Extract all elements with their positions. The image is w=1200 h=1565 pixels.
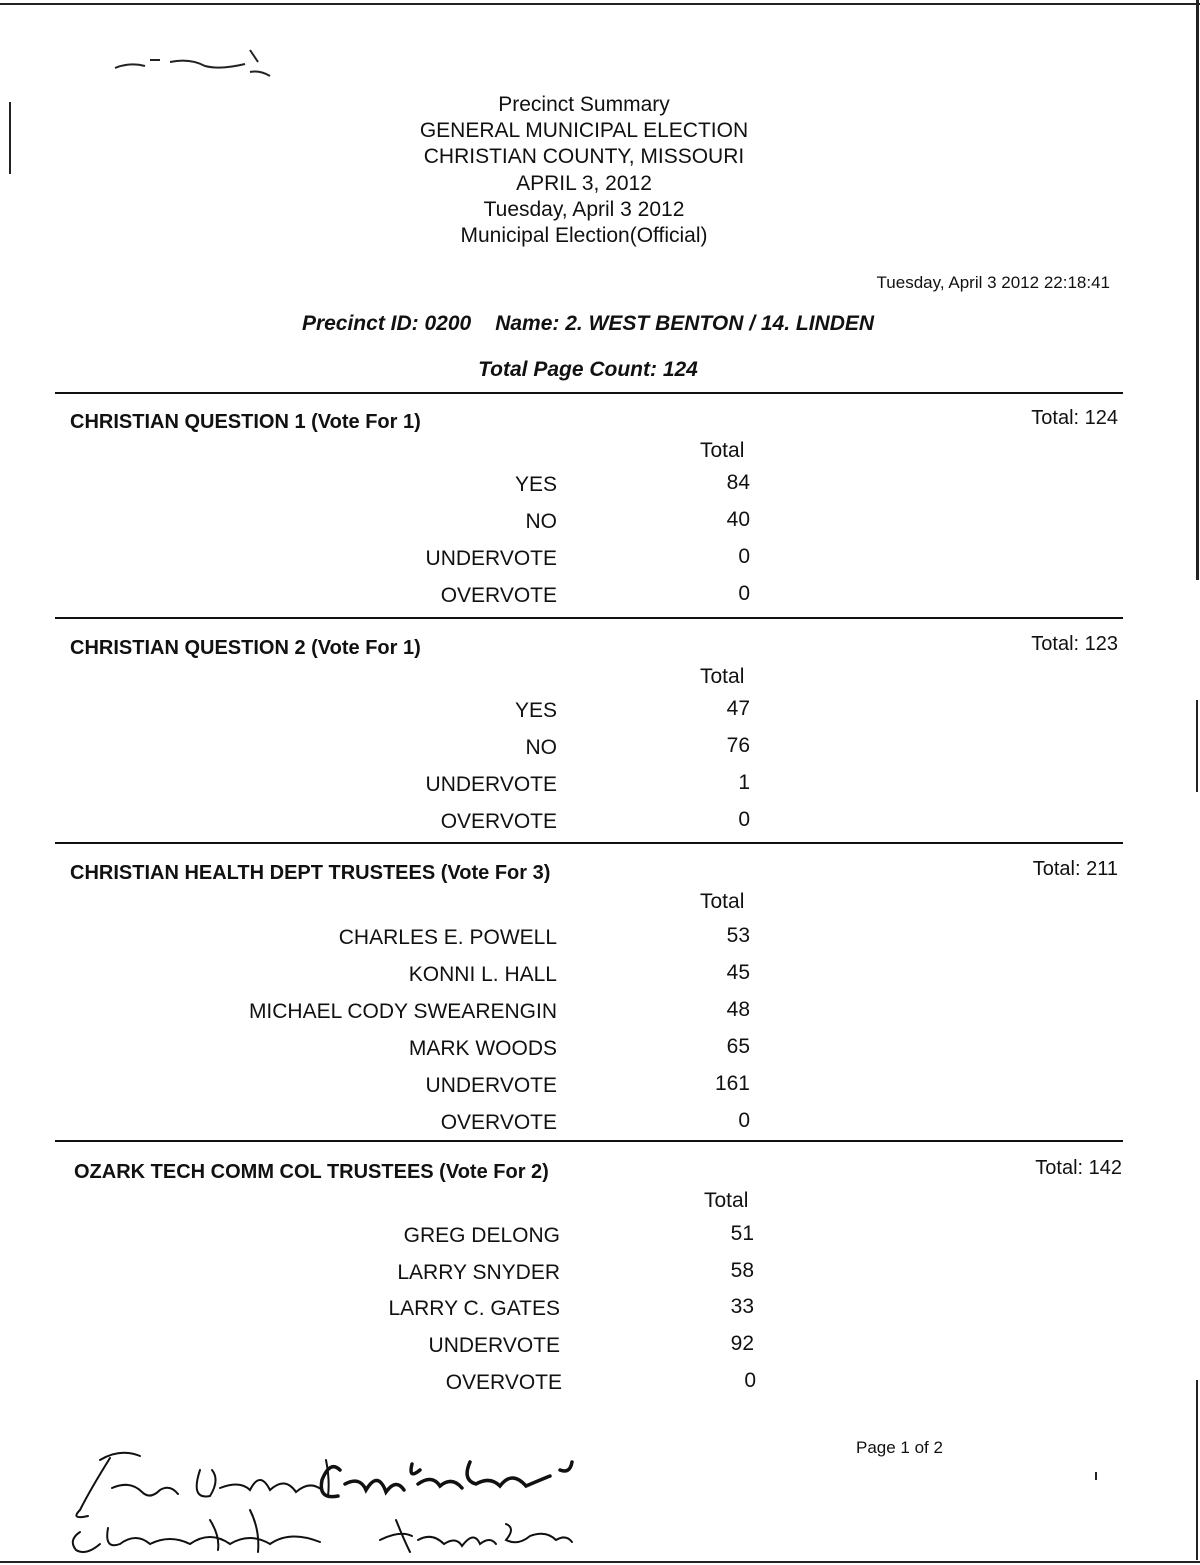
choice-name: NO (525, 736, 557, 759)
choice-name: UNDERVOTE (425, 773, 557, 796)
top-border-line (0, 3, 1200, 5)
total-page-count: Total Page Count: 124 (478, 358, 698, 381)
column-header-total: Total (700, 665, 745, 688)
report-timestamp: Tuesday, April 3 2012 22:18:41 (876, 273, 1110, 292)
precinct-name: Name: 2. WEST BENTON / 14. LINDEN (495, 312, 875, 335)
choice-total: 48 (726, 998, 750, 1021)
left-margin-mark (9, 102, 11, 174)
header-line: GENERAL MUNICIPAL ELECTION (419, 119, 749, 143)
choice-name: MARK WOODS (408, 1037, 557, 1060)
choice-name: UNDERVOTE (425, 1074, 557, 1097)
result-row (0, 1224, 1200, 1254)
result-row (0, 1297, 1200, 1327)
report-header (384, 92, 784, 249)
result-row (0, 926, 1200, 956)
choice-total: 58 (730, 1259, 754, 1282)
result-row (0, 547, 1200, 577)
result-row (0, 584, 1200, 614)
choice-name: LARRY SNYDER (397, 1261, 560, 1284)
choice-name: LARRY C. GATES (388, 1297, 560, 1320)
result-row (0, 1334, 1200, 1364)
right-margin-mark-3 (1196, 1380, 1198, 1560)
choice-total: 0 (738, 582, 750, 605)
section-divider (55, 392, 1123, 394)
choice-name: YES (514, 473, 557, 496)
choice-total: 53 (726, 924, 750, 947)
scribble-mark (110, 40, 280, 90)
contest-total: Total: 211 (1032, 858, 1118, 880)
choice-name: OVERVOTE (440, 1111, 557, 1134)
choice-total: 1 (738, 771, 750, 794)
result-row (0, 699, 1200, 729)
result-row (0, 736, 1200, 766)
choice-total: 161 (714, 1072, 750, 1095)
page-number: Page 1 of 2 (856, 1438, 943, 1457)
contest-title: CHRISTIAN HEALTH DEPT TRUSTEES (Vote For 3) (70, 862, 551, 884)
section-divider (55, 842, 1123, 844)
bottom-border-line (0, 1561, 1200, 1563)
choice-total: 92 (730, 1332, 754, 1355)
choice-name: OVERVOTE (440, 810, 557, 833)
choice-total: 33 (730, 1295, 754, 1318)
section-divider (55, 617, 1123, 619)
result-row (0, 1371, 1200, 1401)
choice-total: 51 (730, 1222, 754, 1245)
result-row (0, 1037, 1200, 1067)
choice-name: MICHAEL CODY SWEARENGIN (248, 1000, 557, 1023)
section-divider (55, 1140, 1123, 1142)
contest-title: CHRISTIAN QUESTION 2 (Vote For 1) (70, 637, 421, 659)
header-line: Precinct Summary (498, 93, 670, 116)
result-row (0, 963, 1200, 993)
column-header-total: Total (704, 1189, 749, 1212)
choice-total: 84 (726, 471, 750, 494)
header-line: CHRISTIAN COUNTY, MISSOURI (423, 145, 745, 169)
result-row (0, 1261, 1200, 1291)
result-row (0, 510, 1200, 540)
contest-title: CHRISTIAN QUESTION 1 (Vote For 1) (70, 411, 421, 433)
contest-total: Total: 123 (1031, 633, 1118, 655)
handwritten-signatures (60, 1440, 600, 1560)
choice-total: 45 (726, 961, 750, 984)
choice-name: UNDERVOTE (425, 547, 557, 570)
header-line: Municipal Election(Official) (460, 224, 708, 248)
precinct-line (0, 312, 1176, 336)
result-row (0, 810, 1200, 840)
choice-name: NO (525, 510, 557, 533)
column-header-total: Total (700, 439, 745, 462)
choice-name: YES (514, 699, 557, 722)
choice-total: 0 (738, 545, 750, 568)
contest-total: Total: 142 (1035, 1157, 1122, 1179)
contest-title: OZARK TECH COMM COL TRUSTEES (Vote For 2) (74, 1161, 549, 1183)
choice-name: GREG DELONG (403, 1224, 560, 1247)
precinct-id: Precinct ID: 0200 (301, 312, 472, 335)
stray-mark (1095, 1472, 1097, 1480)
choice-total: 65 (726, 1035, 750, 1058)
header-line: APRIL 3, 2012 (516, 171, 652, 195)
choice-total: 40 (726, 508, 750, 531)
result-row (0, 1111, 1200, 1141)
result-row (0, 1074, 1200, 1104)
choice-total: 0 (738, 1109, 750, 1132)
result-row (0, 773, 1200, 803)
choice-total: 0 (738, 808, 750, 831)
header-line: Tuesday, April 3 2012 (483, 197, 685, 221)
column-header-total: Total (700, 890, 745, 913)
choice-name: KONNI L. HALL (408, 963, 557, 986)
choice-name: UNDERVOTE (428, 1334, 560, 1357)
choice-total: 76 (726, 734, 750, 757)
choice-total: 47 (726, 697, 750, 720)
result-row (0, 473, 1200, 503)
choice-name: OVERVOTE (440, 584, 557, 607)
choice-total: 0 (744, 1369, 756, 1392)
contest-total: Total: 124 (1031, 407, 1118, 429)
choice-name: OVERVOTE (445, 1371, 562, 1394)
result-row (0, 1000, 1200, 1030)
choice-name: CHARLES E. POWELL (338, 926, 557, 949)
